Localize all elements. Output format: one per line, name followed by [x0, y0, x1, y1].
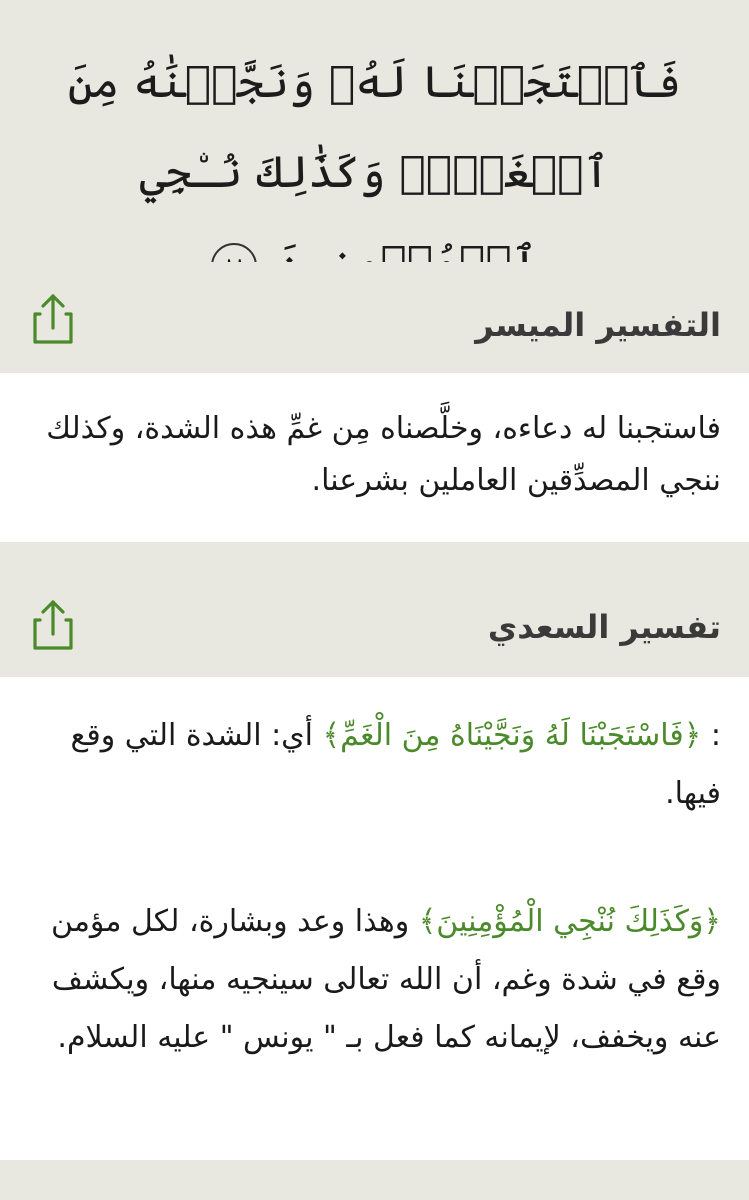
quran-quote-2: ﴿وَكَذَلِكَ نُنْجِي الْمُؤْمِنِينَ﴾	[418, 904, 721, 939]
tafsir-paragraph-2	[28, 893, 721, 1067]
section-title-muyassar: التفسير الميسر	[475, 306, 721, 344]
paragraph-spacer	[28, 823, 721, 893]
verse-text: فَٱسۡتَجَبۡنَا لَهُۥ وَنَجَّيۡنَٰهُ مِنَ ٱلۡغَمِّۚ وَكَذَٰلِكَ نُـۨجِي	[67, 57, 682, 198]
quran-quote-1: ﴿فَاسْتَجَبْنَا لَهُ وَنَجَّيْنَاهُ مِنَ الْغَمِّ﴾	[322, 718, 702, 753]
tafsir-paragraph-1	[28, 707, 721, 823]
share-icon	[30, 292, 76, 346]
share-icon	[30, 598, 76, 652]
verse-block	[0, 0, 749, 262]
section-header-saadi	[0, 542, 749, 677]
next-section-strip	[0, 1160, 749, 1200]
section-body-saadi	[0, 677, 749, 1160]
section-title-saadi: تفسير السعدي	[487, 608, 721, 646]
tafsir-text-muyassar: فاستجبنا له دعاءه، وخلَّصناه مِن غمِّ هذه الشدة، وكذلك ننجي المصدِّقين العاملين بشرعنا.	[46, 411, 721, 498]
share-button-saadi[interactable]	[30, 598, 76, 652]
section-body-muyassar	[0, 373, 749, 542]
paragraph-prefix: :	[701, 718, 721, 753]
explanation-text-1: أي: الشدة التي وقع فيها.	[70, 718, 721, 811]
section-header-muyassar	[0, 262, 749, 373]
explanation-text-2: وهذا وعد وبشارة، لكل مؤمن وقع في شدة وغم، أن الله تعالى سينجيه منها، ويكشف عنه ويخفف، لإيمانه كما فعل بـ " يونس " عليه السلام.	[50, 904, 721, 1055]
share-button-muyassar[interactable]	[30, 292, 76, 346]
